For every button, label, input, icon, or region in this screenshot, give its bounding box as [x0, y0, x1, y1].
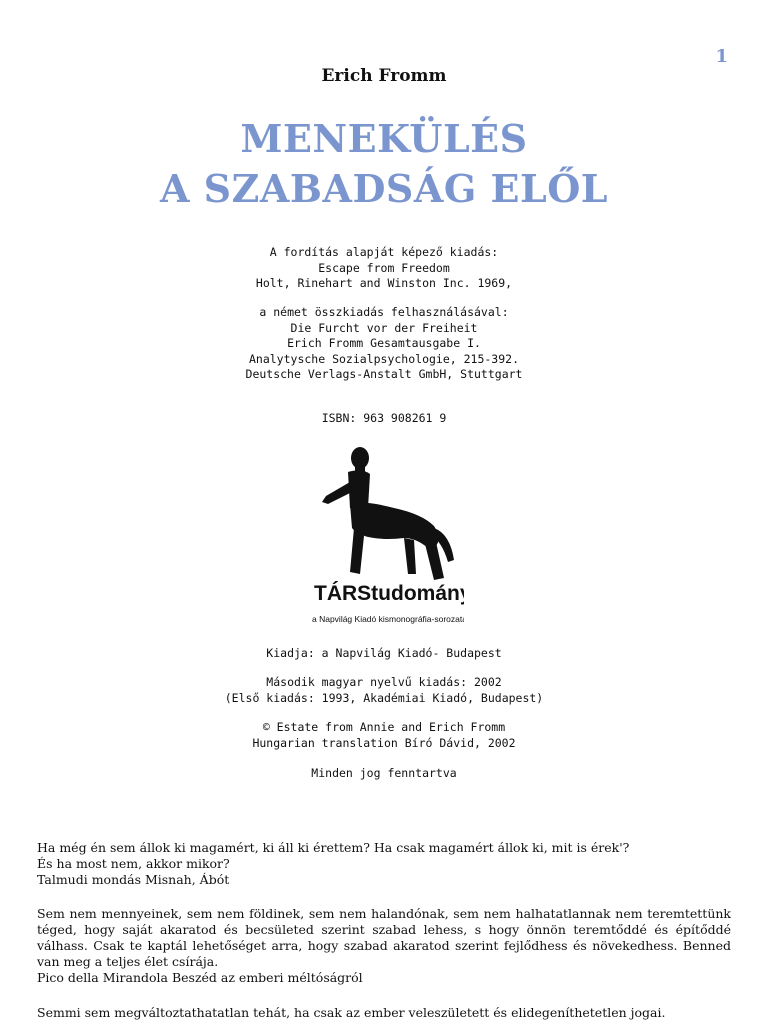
german-line: a német összkiadás felhasználásával: [259, 305, 509, 319]
book-title [0, 114, 768, 214]
editions-block [0, 675, 768, 706]
source-line: Holt, Rinehart and Winston Inc. 1969, [255, 276, 513, 290]
quote-line: És ha most nem, akkor mikor? [37, 856, 230, 871]
isbn: ISBN: 963 908261 9 [321, 411, 447, 425]
german-line: Analytysche Sozialpsychologie, 215-392. [248, 351, 520, 366]
german-line: Erich Fromm Gesamtausgabe I. [287, 336, 481, 350]
title-line-1: MENEKÜLÉS [240, 116, 528, 161]
isbn-block [0, 411, 768, 427]
pico-quote [37, 906, 731, 986]
publisher: Kiadja: a Napvilág Kiadó- Budapest [266, 646, 502, 660]
edition-line: (Első kiadás: 1993, Akadémiai Kiadó, Budapest) [224, 690, 544, 705]
source-line: A fordítás alapját képező kiadás: [269, 245, 499, 259]
source-line: Escape from Freedom [318, 260, 450, 275]
rights-quote [37, 1005, 731, 1021]
copyright-line: Hungarian translation Bíró Dávid, 2002 [252, 735, 516, 750]
quote-attribution: Pico della Mirandola Beszéd az emberi méltóságról [37, 970, 363, 985]
edition-line: Második magyar nyelvű kiadás: 2002 [266, 675, 502, 689]
page-number: 1 [715, 46, 728, 67]
publisher-block [0, 646, 768, 662]
german-line: Deutsche Verlags-Anstalt GmbH, Stuttgart [245, 367, 523, 381]
rights-block [0, 766, 768, 782]
quote-attribution: Talmudi mondás Misnah, Ábót [37, 872, 230, 887]
source-edition-block [0, 245, 768, 292]
rights-notice: Minden jog fenntartva [311, 766, 457, 780]
quote-text: Semmi sem megváltoztathatatlan tehát, ha csak az ember veleszületett és elidegeníthetetlen jogai. [37, 1005, 666, 1020]
logo-brand: TÁRStudomány [314, 582, 464, 605]
logo-subtitle: a Napvilág Kiadó kismonográfia-sorozata [312, 614, 464, 624]
author-name: Erich Fromm [321, 66, 447, 86]
publisher-logo [304, 442, 464, 632]
title-line-2: A SZABADSÁG ELŐL [159, 166, 609, 211]
centaur-figure-icon [304, 442, 464, 632]
quote-line: Ha még én sem állok ki magamért, ki áll ki érettem? Ha csak magamért állok ki, mit is érek'? [37, 840, 630, 855]
german-line: Die Furcht vor der Freiheit [290, 320, 478, 335]
german-edition-block [0, 305, 768, 383]
talmud-quote [37, 840, 731, 888]
copyright-line: © Estate from Annie and Erich Fromm [262, 720, 506, 734]
copyright-block [0, 720, 768, 751]
quote-text: Sem nem mennyeinek, sem nem földinek, sem nem halandónak, sem nem halhatatlannak nem teremtettünk téged, hogy saját akaratod és becsületed szerint szabad lehess, s hogy önnön teremtőddé és építőddé válhass. Csak te kaptál lehetőséget arra, hogy szabad akaratod szerint fejlődhess és növekedhess. Benned van meg a teljes élet csírája. [37, 906, 731, 969]
